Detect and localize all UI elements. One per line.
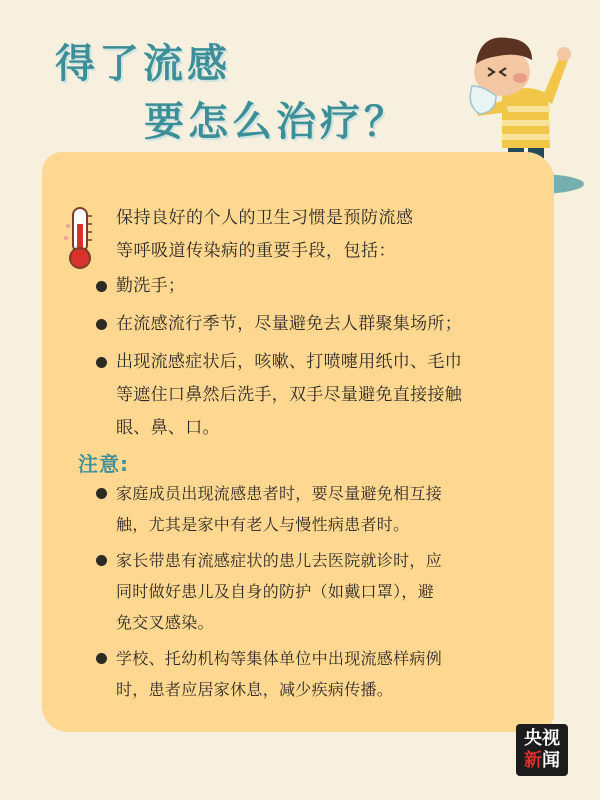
intro-line-1: 保持良好的个人的卫生习惯是预防流感 [116,208,414,228]
list-item-line: 出现流感症状后，咳嗽、打喷嚏用纸巾、毛巾 [116,352,462,372]
logo-line-1: 央视 [524,728,560,749]
logo-char-xin: 新 [524,750,542,771]
list-item-line: 同时做好患儿及自身的防护（如戴口罩），避 [116,582,435,601]
list-item-line: 家长带患有流感症状的患儿去医院就诊时，应 [116,551,443,570]
logo-char-wen: 闻 [542,750,560,771]
intro-text [116,202,536,268]
note-title: 注意: [78,452,129,476]
list-item-line: 家庭成员出现流感患者时，要尽量避免相互接 [116,484,443,503]
list-item-line: 在流感流行季节，尽量避免去人群聚集场所； [116,314,462,334]
bullet-icon [96,653,107,664]
list-item [96,308,536,341]
list-item [96,478,536,540]
title-line-1: 得了流感 [55,41,231,87]
tips-list [96,270,536,450]
list-item-line: 学校、托幼机构等集体单位中出现流感样病例 [116,649,443,668]
bullet-icon [96,357,107,368]
bullet-icon [96,488,107,499]
thermometer-icon [62,206,98,270]
bullet-icon [96,281,107,292]
bullet-icon [96,555,107,566]
list-item-line: 时，患者应居家休息，减少疾病传播。 [116,680,394,699]
list-item-line: 触，尤其是家中有老人与慢性病患者时。 [116,515,410,534]
list-item [96,346,536,445]
list-item [96,643,536,705]
list-item [96,545,536,638]
title-line-2: 要怎么治疗？ [144,99,408,145]
list-item [96,270,536,303]
intro-line-2: 等呼吸道传染病的重要手段，包括： [116,241,396,261]
list-item-line: 等遮住口鼻然后洗手，双手尽量避免直接接触 [116,385,462,405]
logo-line-2 [516,750,568,772]
list-item-line: 眼、鼻、口。 [116,418,220,438]
bullet-icon [96,319,107,330]
list-item-line: 免交叉感染。 [116,613,214,632]
list-item-line: 勤洗手； [116,276,186,296]
cctv-news-logo [516,724,568,776]
note-list [96,478,536,710]
